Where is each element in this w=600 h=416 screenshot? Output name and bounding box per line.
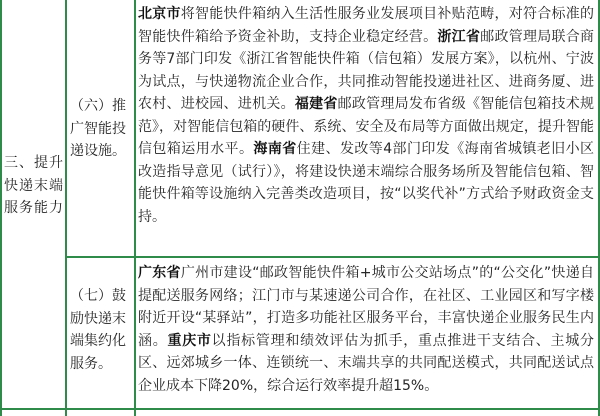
policy-text: 将智能快件箱纳入生活性服务业发展项目补贴范畴，对符合标准的智能快件箱给予资金补助，支持企业稳定经营。 (138, 6, 595, 45)
row-divider-middle (65, 256, 600, 258)
section-heading: 三、提升快递末端服务能力 (4, 155, 64, 216)
province-name: 重庆市 (167, 332, 212, 349)
measure-content-seven (138, 262, 594, 397)
province-name: 广东省 (138, 265, 181, 281)
policy-text: 以指标管理和绩效评估为抓手，重点推进干支结合、主城分区、远郊城乡一体、连锁统一、末端共享的共同配送模式，共同配送试点企业成本下降20%，综合运行效率提升超15%。 (138, 332, 595, 394)
policy-text: 邮政管理局联合商务等7部门印发《浙江省智能快件箱（信包箱）发展方案》，以杭州、宁波为试点，与快递物流企业合作，共同推动智能投递进社区、进商务厦、进农村、进校园、进机关。 (138, 28, 595, 112)
row-divider-bottom (0, 408, 600, 410)
province-name: 北京市 (138, 6, 181, 22)
policy-text: 广州市建设“邮政智能快件箱+城市公交站场点”的“公交化”快递自提配送服务网络；江门市与某速递公司合作，在社区、工业园区和写字楼附近开设“某驿站”，打造多功能社区服务平台，丰富快递企业服务民生内涵。 (138, 265, 594, 349)
measure-label-six: （六）推广智能投递设施。 (70, 98, 126, 159)
province-name: 海南省 (253, 141, 297, 157)
column-divider-1 (65, 0, 67, 416)
policy-text: 住建、发改等4部门印发《海南省城镇老旧小区改造指导意见（试行）》，将建设快递末端综合服务场所及智能信包箱、智能快件箱等设施纳入完善类改造项目，按“以奖代补”方式给予财政资金支持。 (138, 141, 595, 225)
policy-text: 邮政管理局发布省级《智能信包箱技术规范》，对智能信包箱的硬件、系统、安全及布局等方面做出规定，提升智能信包箱运用水平。 (138, 96, 595, 157)
province-name: 福建省 (294, 96, 338, 112)
table-border-left (0, 0, 2, 416)
province-name: 浙江省 (437, 28, 481, 45)
measure-content-six (138, 3, 594, 228)
column-divider-2 (134, 0, 136, 416)
measure-label-seven: （七）鼓励快递末端集约化服务。 (70, 288, 126, 372)
